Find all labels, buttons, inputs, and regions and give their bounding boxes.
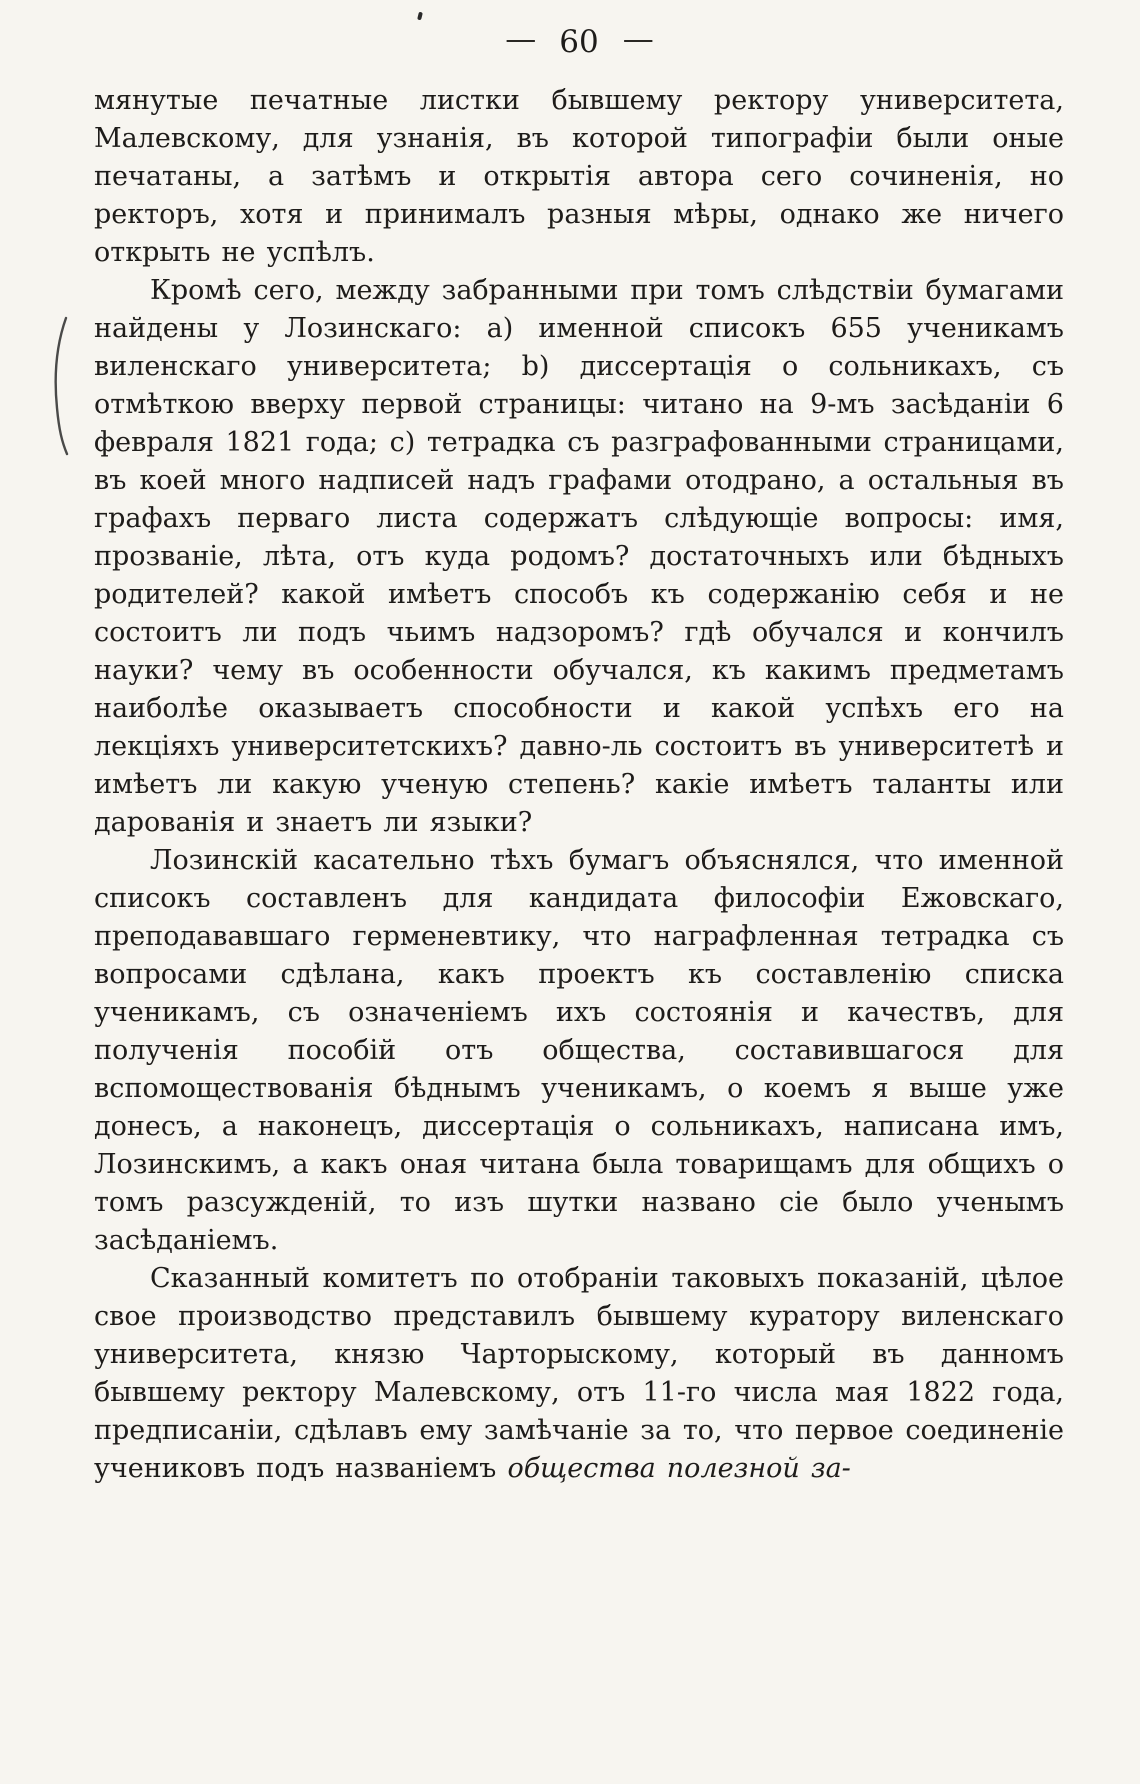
paragraph-italic-text: общества полезной за- — [507, 1453, 851, 1484]
paragraph — [94, 82, 1064, 272]
paragraph — [94, 272, 1064, 842]
page-header — [94, 21, 1064, 60]
paragraph-text: Кромѣ сего, между забранными при томъ слѣдствіи бумагами найдены у Лозинскаго: а) именной списокъ 655 ученикамъ виленскаго университета; b) диссертація о сольникахъ, съ отмѣткою вверху первой страницы: читано на 9-мъ засѣданіи 6 февраля 1821 года; с) тетрадка съ разграфованными страницами, въ коей много надписей надъ графами отодрано, а остальныя въ графахъ перваго листа содержатъ слѣдующіе вопросы: имя, прозваніе, лѣта, отъ куда родомъ? достаточныхъ или бѣдныхъ родителей? какой имѣетъ способъ къ содержанію себя и не состоитъ ли подъ чьимъ надзоромъ? гдѣ обучался и кончилъ науки? чему въ особенности обучался, къ какимъ предметамъ наиболѣе оказываетъ способности и какой успѣхъ его на лекціяхъ университетскихъ? давно-ль состоитъ въ университетѣ и имѣетъ ли какую ученую степень? какіе имѣетъ таланты или дарованія и знаетъ ли языки? — [94, 275, 1064, 838]
paragraph — [94, 842, 1064, 1260]
page-body-text — [94, 82, 1064, 1488]
paragraph-text: Сказанный комитетъ по отобраніи таковыхъ показаній, цѣлое свое производство представилъ бывшему куратору виленскаго университета, князю Чарторыскому, который въ данномъ бывшему ректору Малевскому, отъ 11-го числа мая 1822 года, предписаніи, сдѣлавъ ему замѣчаніе за то, что первое соединеніе учениковъ подъ названіемъ — [94, 1263, 1064, 1484]
scan-artifact-dot — [417, 12, 423, 21]
header-right-dash: — — [622, 21, 653, 57]
page-number: 60 — [559, 24, 599, 60]
paragraph-text: мянутые печатные листки бывшему ректору университета, Малевскому, для узнанія, въ которой типографіи были оные печатаны, а затѣмъ и открытія автора сего сочиненія, но ректоръ, хотя и принималъ разныя мѣры, однако же ничего открыть не успѣлъ. — [94, 85, 1064, 268]
paragraph-text: Лозинскій касательно тѣхъ бумагъ объяснялся, что именной списокъ составленъ для кандидата философіи Ежовскаго, преподававшаго герменевтику, что награфленная тетрадка съ вопросами сдѣлана, какъ проектъ къ составленію списка ученикамъ, съ означеніемъ ихъ состоянія и качествъ, для полученія пособій отъ общества, составившагося для вспомоществованія бѣднымъ ученикамъ, о коемъ я выше уже донесъ, а наконецъ, диссертація о сольникахъ, написана имъ, Лозинскимъ, а какъ оная читана была товарищамъ для общихъ о томъ разсужденій, то изъ шутки названо сіе было ученымъ засѣданіемъ. — [94, 845, 1064, 1256]
handwritten-margin-mark — [52, 316, 70, 456]
header-left-dash: — — [505, 21, 536, 57]
paragraph — [94, 1260, 1064, 1488]
